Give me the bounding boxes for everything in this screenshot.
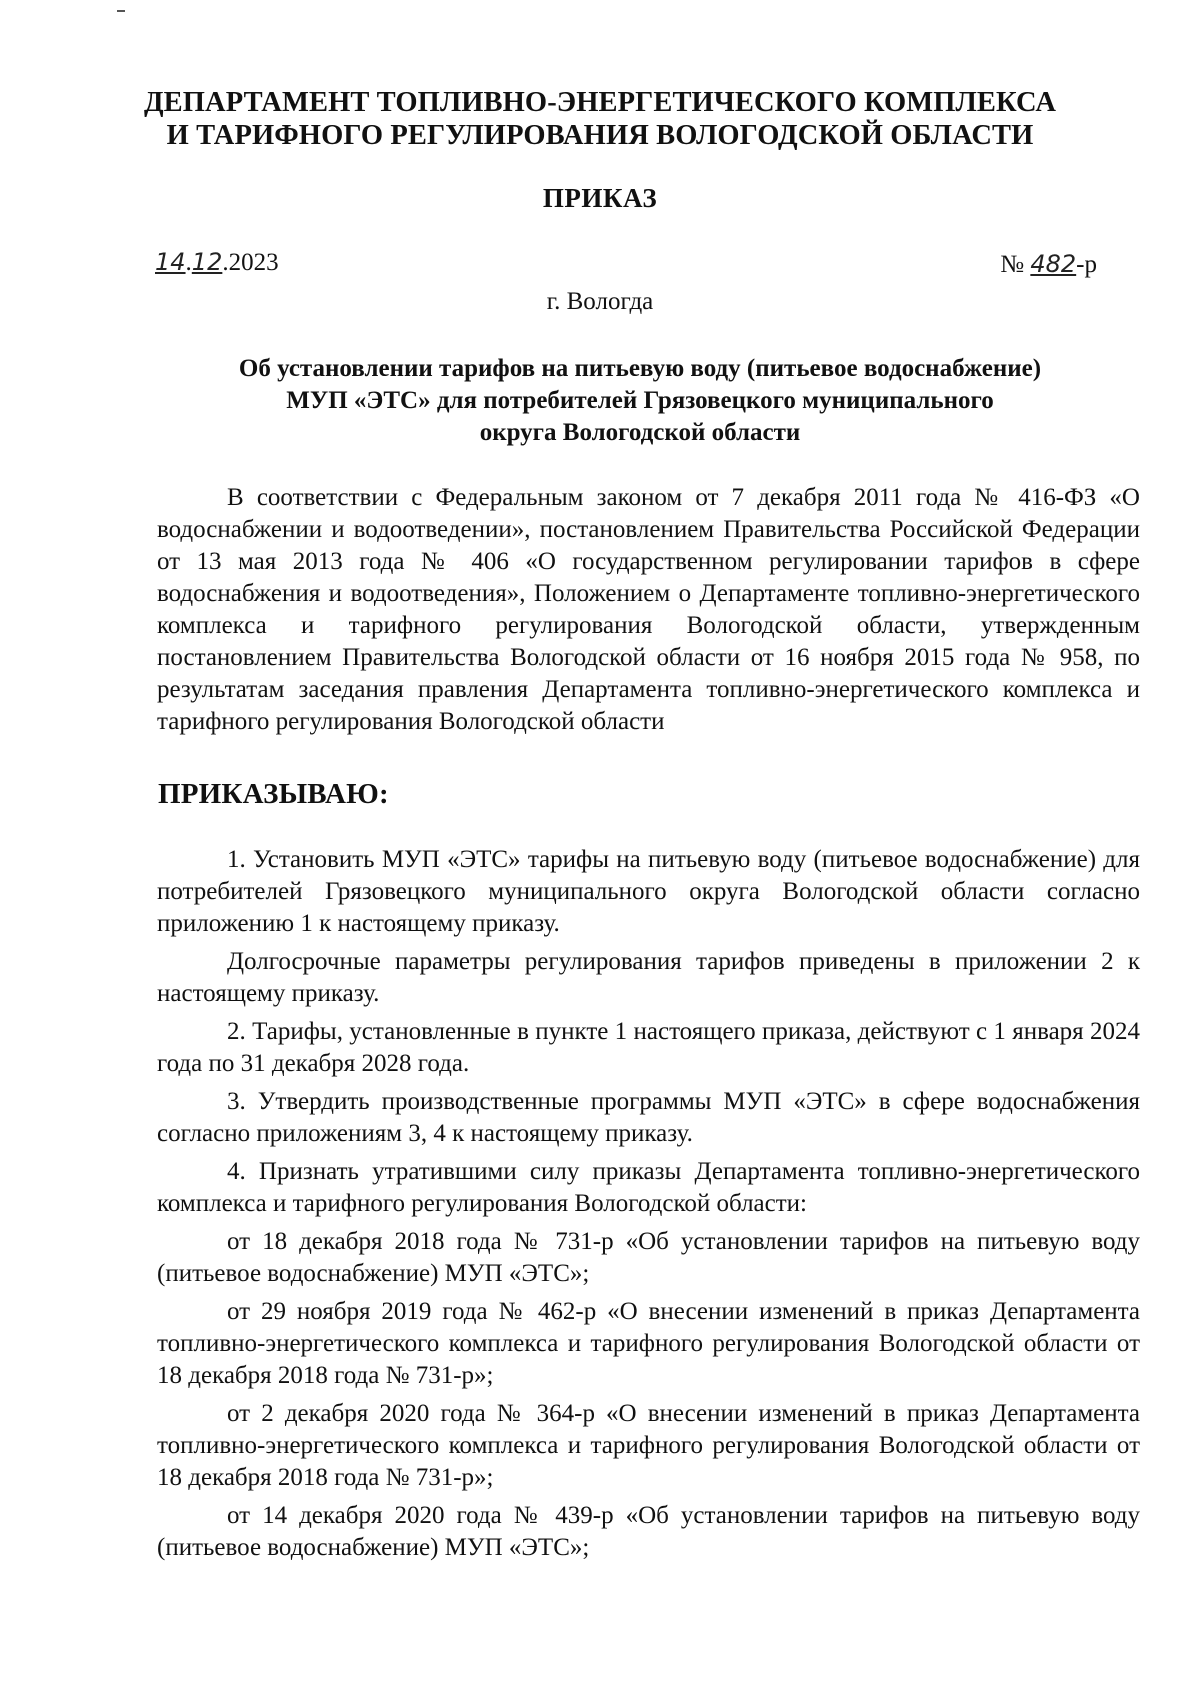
order-city: г. Вологда [546,288,654,315]
order-item: Долгосрочные параметры регулирования тарифов приведены в приложении 2 к настоящему приказу. [157,948,1140,1007]
repealed-order: от 29 ноября 2019 года № 462-р «О внесении изменений в приказ Департамента топливно-энергетического комплекса и тарифного регулирования Вологодской области от 18 декабря 2018 года № 731-р»; [157,1298,1140,1389]
scan-artifact [117,10,125,12]
handwritten-day: 14 [155,248,186,276]
heading-line-2: МУП «ЭТС» для потребителей Грязовецкого муниципального [286,387,994,414]
order-item: 4. Признать утратившими силу приказы Департамента топливно-энергетического комплекса и тарифного регулирования Вологодской области: [157,1158,1140,1217]
department-header [0,86,1200,152]
repealed-order: от 14 декабря 2020 года № 439-р «Об установлении тарифов на питьевую воду (питьевое водоснабжение) МУП «ЭТС»; [157,1502,1140,1561]
repealed-order: от 18 декабря 2018 года № 731-р «Об установлении тарифов на питьевую воду (питьевое водоснабжение) МУП «ЭТС»; [157,1228,1140,1287]
order-items [157,844,1140,1564]
order-item: 3. Утвердить производственные программы МУП «ЭТС» в сфере водоснабжения согласно приложениям 3, 4 к настоящему приказу. [157,1088,1140,1147]
order-number [1000,250,1097,279]
department-line-1: ДЕПАРТАМЕНТ ТОПЛИВНО-ЭНЕРГЕТИЧЕСКОГО КОМПЛЕКСА [143,87,1057,118]
preamble-paragraph: В соответствии с Федеральным законом от 7 декабря 2011 года № 416-ФЗ «О водоснабжении и водоотведении», постановлением Правительства Российской Федерации от 13 мая 2013 года № 406 «О государственном регулировании тарифов в сфере водоснабжения и водоотведения», Положением о Департаменте топливно-энергетического комплекса и тарифного регулирования Вологодской области, утвержденным постановлением Правительства Вологодской области от 16 ноября 2015 года № 958, по результатам заседания правления Департамента топливно-энергетического комплекса и тарифного регулирования Вологодской области [157,484,1140,735]
heading-line-1: Об установлении тарифов на питьевую воду (питьевое водоснабжение) [238,355,1042,382]
heading-line-3: округа Вологодской области [479,419,801,446]
handwritten-number: 482 [1030,250,1077,278]
repealed-order: от 2 декабря 2020 года № 364-р «О внесении изменений в приказ Департамента топливно-энергетического комплекса и тарифного регулирования Вологодской области от 18 декабря 2018 года № 731-р»; [157,1400,1140,1491]
order-item: 1. Установить МУП «ЭТС» тарифы на питьевую воду (питьевое водоснабжение) для потребителей Грязовецкого муниципального округа Вологодской области согласно приложению 1 к настоящему приказу. [157,846,1140,937]
document-heading [150,353,1130,449]
order-date: 14.12.2023 [155,248,279,276]
preamble [157,482,1140,738]
number-prefix: № [1000,251,1031,278]
date-year: .2023 [222,249,279,276]
department-line-2: И ТАРИФНОГО РЕГУЛИРОВАНИЯ ВОЛОГОДСКОЙ ОБЛАСТИ [166,120,1034,151]
decree-word: ПРИКАЗЫВАЮ: [158,778,389,810]
order-title: ПРИКАЗ [542,183,658,213]
number-suffix: -р [1076,251,1097,278]
order-item: 2. Тарифы, установленные в пункте 1 настоящего приказа, действуют с 1 января 2024 года по 31 декабря 2028 года. [157,1018,1140,1077]
handwritten-month: 12 [191,248,223,276]
